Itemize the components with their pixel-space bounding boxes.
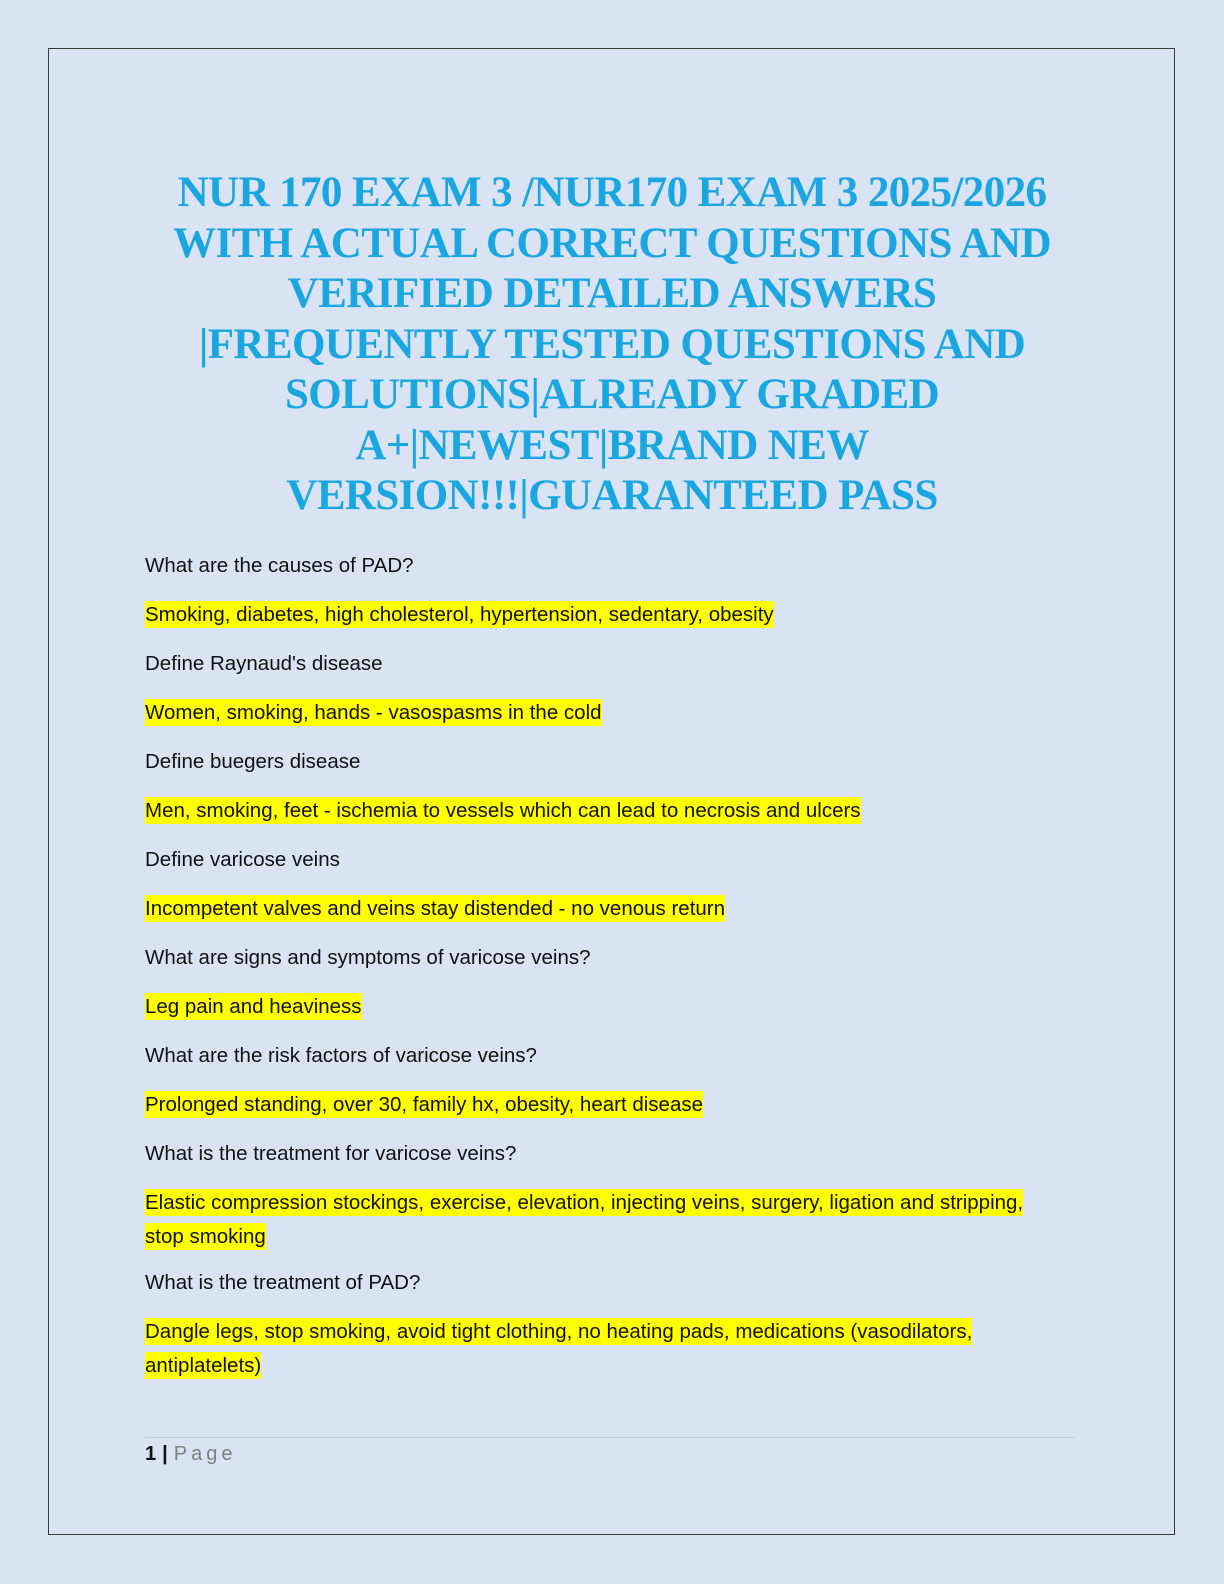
answer-highlight: Dangle legs, stop smoking, avoid tight clothing, no heating pads, medications (vasodilators, — [145, 1320, 973, 1343]
title-line: |FREQUENTLY TESTED QUESTIONS AND — [198, 320, 1026, 368]
answer-highlight: Smoking, diabetes, high cholesterol, hypertension, sedentary, obesity — [145, 603, 774, 626]
footer-divider — [145, 1437, 1075, 1438]
answer-highlight: Prolonged standing, over 30, family hx, obesity, heart disease — [145, 1093, 703, 1116]
answer — [145, 994, 1085, 1019]
answer-highlight: Leg pain and heaviness — [145, 995, 362, 1018]
answer — [145, 896, 1085, 921]
page-number: 1 — [145, 1443, 157, 1465]
title-line: NUR 170 EXAM 3 /NUR170 EXAM 3 2025/2026 — [177, 169, 1047, 216]
answer-highlight: Incompetent valves and veins stay distended - no venous return — [145, 897, 726, 920]
question: What are the causes of PAD? — [145, 554, 414, 577]
answer-highlight: stop smoking — [145, 1225, 266, 1248]
title-line: A+|NEWEST|BRAND NEW — [355, 421, 869, 469]
answer — [145, 1092, 1085, 1117]
page-footer — [145, 1443, 236, 1466]
document-title — [140, 168, 1084, 522]
qa-list — [145, 553, 1085, 1399]
question: What are the risk factors of varicose veins? — [145, 1044, 537, 1067]
footer-separator: | — [162, 1443, 168, 1465]
answer — [145, 798, 1085, 823]
answer — [145, 700, 1085, 725]
question: Define Raynaud's disease — [145, 652, 383, 675]
question: Define buegers disease — [145, 750, 361, 773]
question: What are signs and symptoms of varicose veins? — [145, 946, 591, 969]
answer-highlight: Elastic compression stockings, exercise, elevation, injecting veins, surgery, ligation and stripping, — [145, 1191, 1024, 1214]
answer — [145, 1186, 1085, 1246]
question: What is the treatment of PAD? — [145, 1271, 421, 1294]
answer — [145, 1315, 1085, 1375]
question: What is the treatment for varicose veins? — [145, 1142, 517, 1165]
page-label: Page — [173, 1443, 237, 1465]
title-line: WITH ACTUAL CORRECT QUESTIONS AND — [173, 219, 1051, 267]
answer — [145, 602, 1085, 627]
question: Define varicose veins — [145, 848, 340, 871]
title-line: SOLUTIONS|ALREADY GRADED — [284, 371, 940, 418]
title-line: VERIFIED DETAILED ANSWERS — [287, 270, 937, 317]
title-line: VERSION!!!|GUARANTEED PASS — [286, 472, 938, 519]
answer-highlight: antiplatelets) — [145, 1354, 262, 1377]
answer-highlight: Men, smoking, feet - ischemia to vessels which can lead to necrosis and ulcers — [145, 799, 861, 822]
answer-highlight: Women, smoking, hands - vasospasms in the cold — [145, 701, 602, 724]
